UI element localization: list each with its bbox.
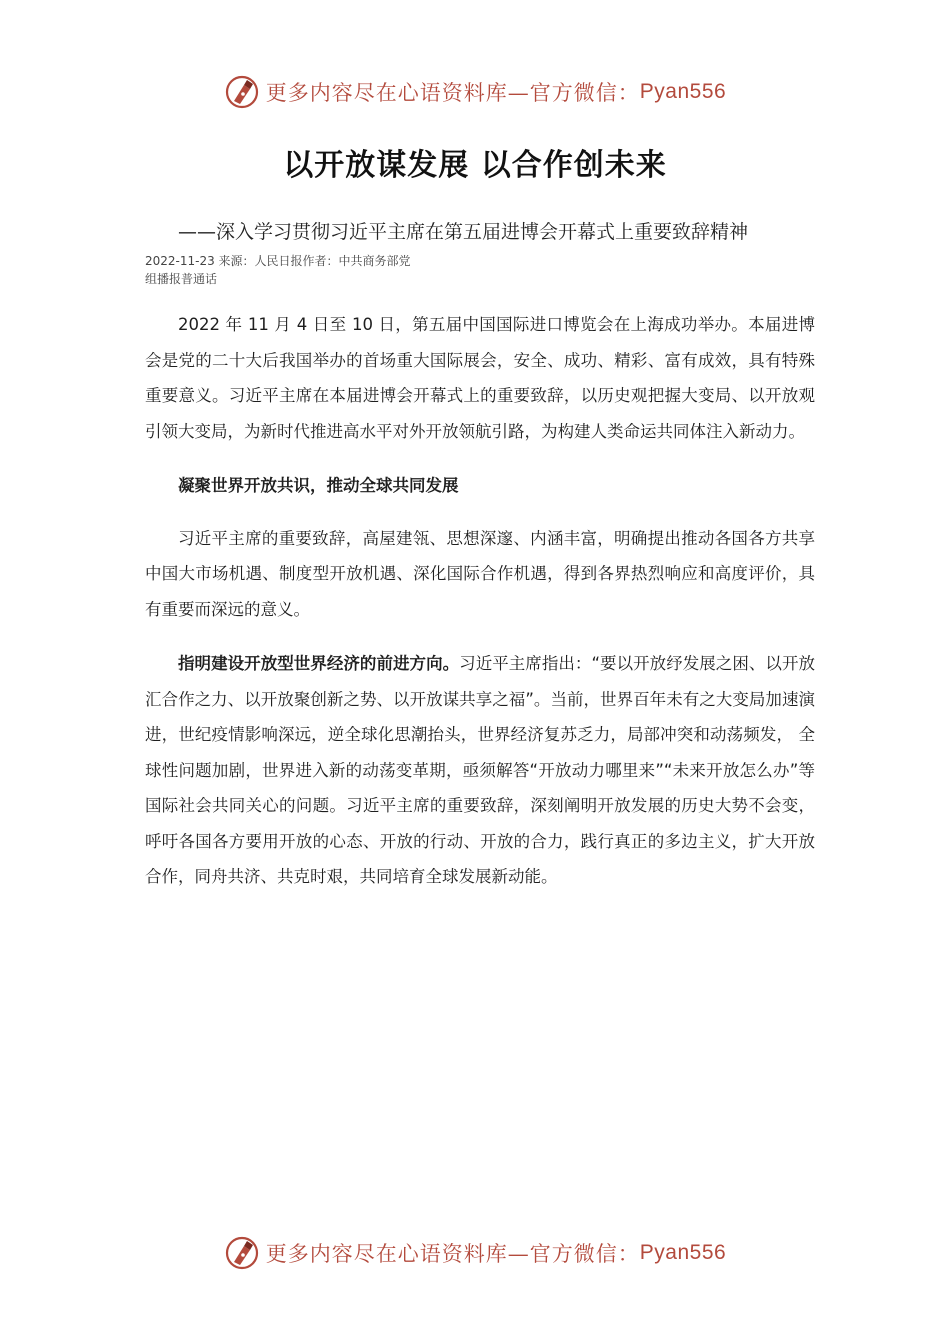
article-meta: [145, 252, 411, 288]
section-heading: 凝聚世界开放共识，推动全球共同发展: [178, 476, 459, 495]
page-title: 以开放谋发展 以合作创未来: [283, 148, 667, 183]
watermark-text: 更多内容尽在心语资料库—官方微信：: [265, 1242, 640, 1266]
article-body: [145, 307, 815, 914]
meta-source-line: 2022-11-23 来源：人民日报作者：中共商务部党: [145, 254, 411, 268]
meta-broadcast-line: 组播报普通话: [145, 272, 218, 286]
watermark-banner-top: [0, 72, 950, 112]
pen-nib-logo-icon: [224, 74, 260, 110]
pen-nib-logo-icon: [224, 1235, 260, 1271]
watermark-handle: Pyan556: [639, 1241, 727, 1264]
paragraph-direction-body: 习近平主席指出：“要以开放纾发展之困、以开放汇合作之力、以开放聚创新之势、以开放谋共享之福”。当前，世界百年未有之大变局加速演进，世纪疫情影响深远，逆全球化思潮抬头，世界经济复苏乏力，局部冲突和动荡频发， 全球性问题加剧，世界进入新的动荡变革期，亟须解答“开放动力哪里来”“未来开放怎么办”等国际社会共同关心的问题。习近平主席的重要致辞，深刻阐明开放发展的历史大势不会变，呼吁各国各方要用开放的心态、开放的行动、开放的合力，践行真正的多边主义，扩大开放合作，同舟共济、共克时艰，共同培育全球发展新动能。: [145, 654, 815, 886]
watermark-text: 更多内容尽在心语资料库—官方微信：: [265, 81, 640, 105]
paragraph-significance: 习近平主席的重要致辞，高屋建瓴、思想深邃、内涵丰富，明确提出推动各国各方共享中国大市场机遇、制度型开放机遇、深化国际合作机遇，得到各界热烈响应和高度评价，具有重要而深远的意义。: [145, 528, 815, 619]
watermark-handle: Pyan556: [639, 80, 727, 103]
watermark-banner-bottom: [0, 1233, 950, 1273]
paragraph-intro: 2022 年 11 月 4 日至 10 日，第五届中国国际进口博览会在上海成功举办。本届进博会是党的二十大后我国举办的首场重大国际展会，安全、成功、精彩、富有成效，具有特殊重要意义。习近平主席在本届进博会开幕式上的重要致辞，以历史观把握大变局、以开放观引领大变局，为新时代推进高水平对外开放领航引路，为构建人类命运共同体注入新动力。: [145, 315, 815, 441]
page-subtitle: ——深入学习贯彻习近平主席在第五届进博会开幕式上重要致辞精神: [178, 221, 749, 243]
paragraph-lead-bold: 指明建设开放型世界经济的前进方向。: [178, 654, 460, 673]
paragraph-direction: [145, 646, 815, 895]
